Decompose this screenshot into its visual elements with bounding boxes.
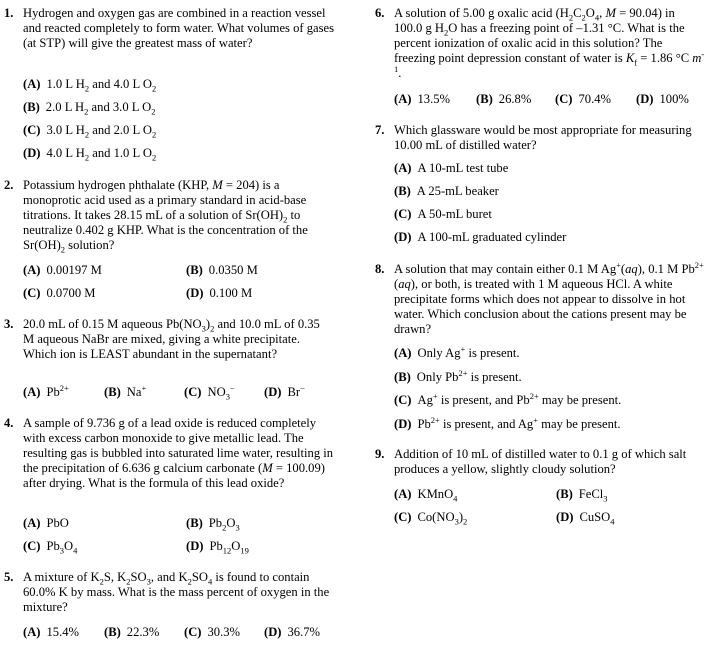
question-4 (4, 416, 334, 556)
question-number: 7. (375, 123, 385, 137)
choice-b[interactable]: (B) 22.3% (104, 625, 160, 639)
choice-a[interactable]: (A) Only Ag+ is present. (394, 343, 520, 360)
choice-c[interactable]: (C) $NO_3^-$ (184, 382, 235, 402)
question-number: 5. (4, 570, 14, 584)
choice-b[interactable]: (B) FeCl$_3$ (556, 487, 608, 504)
choice-b[interactable]: (B) 0.0350 M (186, 263, 258, 277)
question-7 (375, 123, 705, 244)
choice-b[interactable]: (B) 2.0 L $H_2$ and 3.0 L $O_2$ (23, 100, 156, 117)
question-stem: A solution that may contain either 0.1 M Ag+(aq), 0.1 M $Pb^{2+}(aq)$, or both, is treated with 1 M aqueous HCl. A white precipitate forms which does not appear to dissolve in hot water. Which conclusion about the cations present may be drawn? (394, 259, 704, 336)
choice-a[interactable]: (A) 15.4% (23, 625, 80, 639)
question-5 (4, 570, 334, 639)
choice-c[interactable]: (C) 30.3% (184, 625, 241, 639)
choice-c[interactable]: (C) $Pb_3O_4$ (23, 539, 78, 556)
choice-a[interactable]: (A) A 10-mL test tube (394, 161, 509, 175)
choice-a[interactable]: (A) 13.5% (394, 92, 451, 106)
question-3 (4, 317, 334, 402)
choice-d[interactable]: (D) 36.7% (264, 625, 321, 639)
choice-d[interactable]: (D) CuSO$_4$ (556, 510, 615, 527)
question-stem: A solution of 5.00 g oxalic acid ($H_2C_2O_4$, M = 90.04) in 100.0 g $H_2O$ has a freezing point of –1.31 °C. What is the percent ionization of oxalic acid in this solution? The freezing point depression constant of water is $K_f = 1.86$ °C $m^{-1}$. (394, 6, 705, 80)
question-stem: 20.0 mL of 0.15 M aqueous $Pb(NO_3)_2$ and 10.0 mL of 0.35 M aqueous NaBr are mixed, giving a white precipitate. Which ion is LEAST abundant in the supernatant? (23, 317, 320, 361)
question-2 (4, 178, 334, 300)
choice-d[interactable]: (D) 0.100 M (186, 286, 253, 300)
choice-c[interactable]: (C) 3.0 L $H_2$ and 2.0 L $O_2$ (23, 123, 157, 140)
choice-d[interactable]: (D) Br− (264, 382, 305, 399)
choice-b[interactable]: (B) A 25-mL beaker (394, 184, 499, 198)
choice-c[interactable]: (C) $Co(NO_3)_2$ (394, 510, 468, 527)
choice-a[interactable]: (A) KMnO$_4$ (394, 487, 458, 504)
question-stem: A mixture of $K_2S$, $K_2SO_3$, and $K_2SO_4$ is found to contain 60.0% K by mass. What is the mass percent of oxygen in the mixture? (23, 570, 330, 614)
question-8 (375, 259, 705, 431)
choice-c[interactable]: (C) A 50-mL buret (394, 207, 492, 221)
question-stem: Hydrogen and oxygen gas are combined in a reaction vessel and reacted completely to form water. What volumes of gases (at STP) will give the greatest mass of water? (23, 6, 335, 50)
question-stem: Which glassware would be most appropriate for measuring 10.00 mL of distilled water? (394, 123, 692, 152)
question-6 (375, 6, 705, 106)
choice-a[interactable]: (A) 1.0 L $H_2$ and 4.0 L $O_2$ (23, 77, 157, 94)
question-stem: Addition of 10 mL of distilled water to 0.1 g of which salt produces a yellow, slightly cloudy solution? (394, 447, 687, 476)
choice-d[interactable]: (D) 4.0 L $H_2$ and 1.0 L $O_2$ (23, 146, 157, 163)
question-number: 1. (4, 6, 14, 20)
choice-a[interactable]: (A) 0.00197 M (23, 263, 102, 277)
choice-b[interactable]: (B) Na+ (104, 382, 147, 399)
choice-c[interactable]: (C) Ag+ is present, and $Pb^{2+}$ may be present. (394, 390, 622, 407)
question-9 (375, 447, 705, 527)
question-stem: Potassium hydrogen phthalate (KHP, M = 204) is a monoprotic acid used as a primary standard in acid-base titrations. It takes 28.15 mL of a solution of $Sr(OH)_2$ to neutralize 0.402 g KHP. What is the concentration of the $Sr(OH)_2$ solution? (23, 178, 308, 255)
question-number: 3. (4, 317, 14, 331)
question-number: 4. (4, 416, 14, 430)
choice-b[interactable]: (B) Only $Pb^{2+}$ is present. (394, 367, 522, 384)
question-1 (4, 6, 335, 163)
choice-d[interactable]: (D) A 100-mL graduated cylinder (394, 230, 567, 244)
question-stem: A sample of 9.736 g of a lead oxide is reduced completely with excess carbon monoxide to give metallic lead. The resulting gas is bubbled into saturated lime water, resulting in the precipitation of 6.636 g calcium carbonate (M = 100.09) after drying. What is the formula of this lead oxide? (23, 416, 334, 490)
choice-a[interactable]: (A) $Pb^{2+}$ (23, 382, 69, 399)
question-number: 6. (375, 6, 385, 20)
question-number: 9. (375, 447, 385, 461)
choice-c[interactable]: (C) 0.0700 M (23, 286, 96, 300)
choice-c[interactable]: (C) 70.4% (555, 92, 612, 106)
question-number: 2. (4, 178, 14, 192)
choice-a[interactable]: (A) PbO (23, 516, 69, 530)
choice-b[interactable]: (B) 26.8% (476, 92, 532, 106)
choice-d[interactable]: (D) $Pb^{2+}$ is present, and Ag+ may be present. (394, 414, 621, 431)
choice-b[interactable]: (B) $Pb_2O_3$ (186, 516, 240, 533)
choice-d[interactable]: (D) $Pb_{12}O_{19}$ (186, 539, 249, 556)
choice-d[interactable]: (D) 100% (636, 92, 689, 106)
question-number: 8. (375, 262, 385, 276)
